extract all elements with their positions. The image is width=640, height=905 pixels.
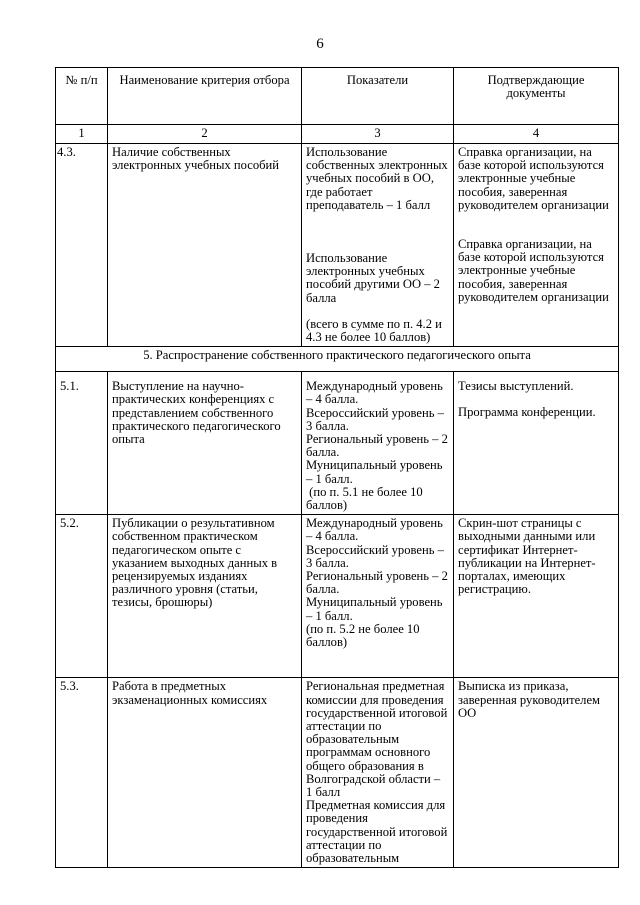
indicator-text: Всероссийский уровень – 3 балла. [306, 405, 444, 433]
document-text: Справка организации, на базе которой используются электронные учебные пособия, заверенная руководителем организации [458, 145, 609, 212]
header-indicators: Показатели [302, 68, 454, 125]
row-indicators [302, 372, 454, 515]
indicator-text: Предметная комиссия для проведения государственной итоговой аттестации по образовательным [306, 798, 448, 865]
document-text: Программа конференции. [458, 405, 596, 420]
table-row [56, 144, 619, 347]
indicator-text: Международный уровень – 4 балла. [306, 516, 443, 544]
row-criterion: Публикации о результативном собственном практическом педагогическом опыте с указанием выходных данных в рецензируемых изданиях различного уровня (статьи, тезисы, брошюры) [108, 515, 302, 678]
column-number: 1 [56, 125, 108, 144]
criteria-table [55, 67, 619, 868]
section-heading: 5. Распространение собственного практического педагогического опыта [56, 347, 619, 372]
row-criterion: Наличие собственных электронных учебных пособий [108, 144, 302, 347]
column-number-row [56, 125, 619, 144]
row-indicators [302, 515, 454, 678]
column-number: 3 [302, 125, 454, 144]
section-heading-row [56, 347, 619, 372]
row-indicators [302, 144, 454, 347]
indicator-text: Использование собственных электронных учебных пособий в ОО, где работает преподаватель – 1 балл [306, 145, 448, 212]
document-text: Тезисы выступлений. [458, 379, 574, 394]
row-criterion: Выступление на научно-практических конференциях с представлением собственного практического педагогического опыта [108, 372, 302, 515]
indicator-text: Использование электронных учебных пособий другими ОО – 2 балла [306, 251, 440, 305]
header-criterion: Наименование критерия отбора [108, 68, 302, 125]
row-documents [454, 144, 619, 347]
indicator-note: (по п. 5.1 не более 10 баллов) [306, 484, 426, 513]
row-indicators [302, 678, 454, 868]
indicator-text: Региональный уровень – 2 балла. [306, 569, 448, 597]
indicator-text: Муниципальный уровень – 1 балл. [306, 458, 443, 486]
table-row [56, 678, 619, 868]
row-documents [454, 515, 619, 678]
row-number: 4.3. [56, 144, 108, 347]
indicator-text: Международный уровень – 4 балла. [306, 379, 443, 407]
row-number: 5.2. [56, 515, 108, 678]
document-text: Выписка из приказа, заверенная руководителем ОО [458, 679, 601, 720]
page-number: 6 [316, 36, 324, 52]
row-documents [454, 372, 619, 515]
row-number: 5.1. [56, 372, 108, 515]
header-documents: Подтверждающие документы [454, 68, 619, 125]
indicator-text: Муниципальный уровень – 1 балл. [306, 595, 443, 623]
column-number: 2 [108, 125, 302, 144]
indicator-note: (по п. 5.2 не более 10 баллов) [306, 621, 420, 650]
column-number: 4 [454, 125, 619, 144]
row-number: 5.3. [56, 678, 108, 868]
document-text: Скрин-шот страницы с выходными данными или сертификат Интернет-публикации на Интернет-порталах, имеющих регистрацию. [458, 516, 596, 597]
document-text: Справка организации, на базе которой используются электронные учебные пособия, заверенная руководителем организации [458, 237, 609, 304]
indicator-text: Региональный уровень – 2 балла. [306, 432, 448, 460]
header-number: № п/п [56, 68, 108, 125]
indicator-text: Региональная предметная комиссии для проведения государственной итоговой аттестации по образовательным программам основного общего образования в Волгоградской области – 1 балл [306, 679, 448, 799]
table-header-row [56, 68, 619, 125]
table-row [56, 515, 619, 678]
table-row [56, 372, 619, 515]
indicator-text: Всероссийский уровень – 3 балла. [306, 542, 444, 570]
row-criterion: Работа в предметных экзаменационных комиссиях [108, 678, 302, 868]
indicator-note: (всего в сумме по п. 4.2 и 4.3 не более 10 баллов) [306, 316, 442, 345]
row-documents [454, 678, 619, 868]
